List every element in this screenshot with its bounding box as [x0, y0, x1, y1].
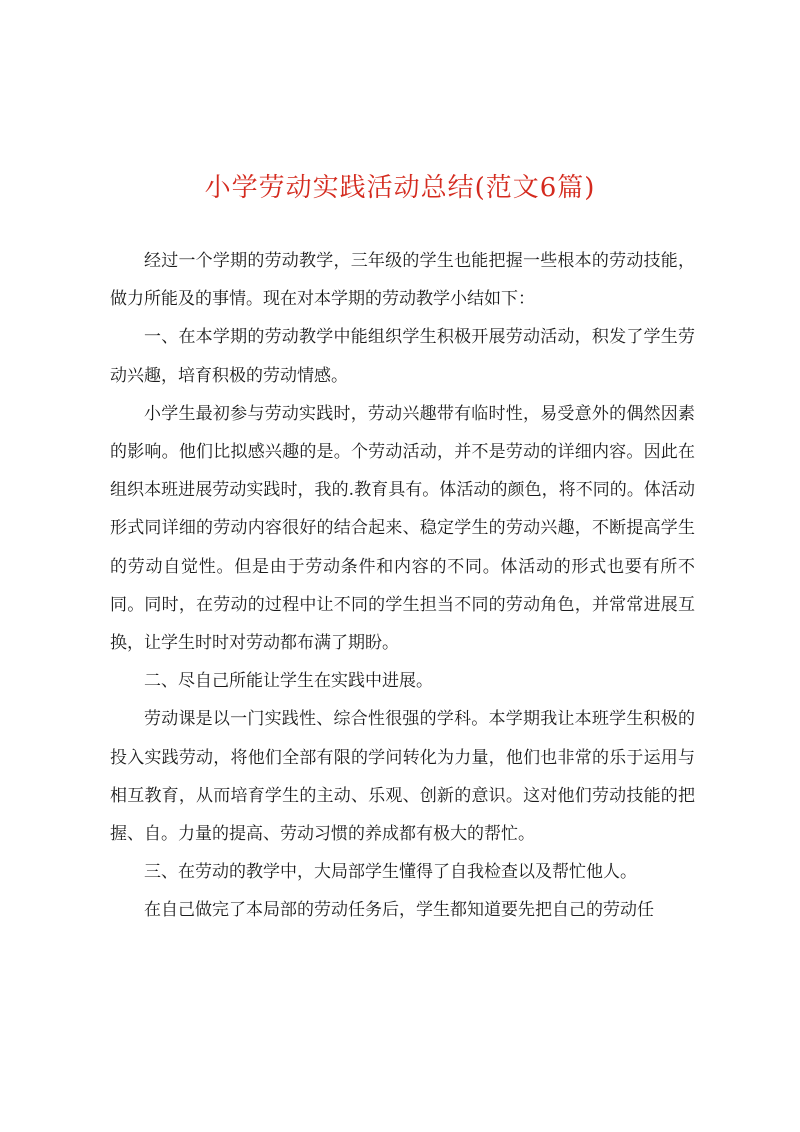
paragraph-section-1-heading: 一、在本学期的劳动教学中能组织学生积极开展劳动活动，积发了学生劳动兴趣，培育积极的劳动情感。 — [110, 327, 695, 386]
document-title: 小学劳动实践活动总结(范文6篇) — [204, 173, 596, 203]
paragraph-intro: 经过一个学期的劳动教学，三年级的学生也能把握一些根本的劳动技能，做力所能及的事情。现在对本学期的劳动教学小结如下： — [110, 251, 695, 310]
paragraph-section-3-heading: 三、在劳动的教学中，大局部学生懂得了自我检查以及帮忙他人。 — [144, 862, 637, 883]
paragraph-section-2-body: 劳动课是以一门实践性、综合性很强的学科。本学期我让本班学生积极的投入实践劳动，将他们全部有限的学问转化为力量，他们也非常的乐于运用与相互教育，从而培育学生的主动、乐观、创新的意识。这对他们劳动技能的把握、自。力量的提高、劳动习惯的养成都有极大的帮忙。 — [110, 709, 695, 845]
paragraph-section-2-heading: 二、尽自己所能让学生在实践中进展。 — [144, 671, 433, 692]
paragraph-section-1-body: 小学生最初参与劳动实践时，劳动兴趣带有临时性，易受意外的偶然因素的影响。他们比拟感兴趣的是。个劳动活动，并不是劳动的详细内容。因此在组织本班进展劳动实践时，我的.教育具有。体活动的颜色，将不同的。体活动形式同详细的劳动内容很好的结合起来、稳定学生的劳动兴趣，不断提高学生的劳动自觉性。但是由于劳动条件和内容的不同。体活动的形式也要有所不同。同时，在劳动的过程中让不同的学生担当不同的劳动角色，并常常进展互换，让学生时时对劳动都布满了期盼。 — [110, 403, 695, 654]
document-body — [110, 242, 695, 930]
paragraph-section-3-body: 在自己做完了本局部的劳动任务后，学生都知道要先把自己的劳动任 — [144, 900, 654, 921]
